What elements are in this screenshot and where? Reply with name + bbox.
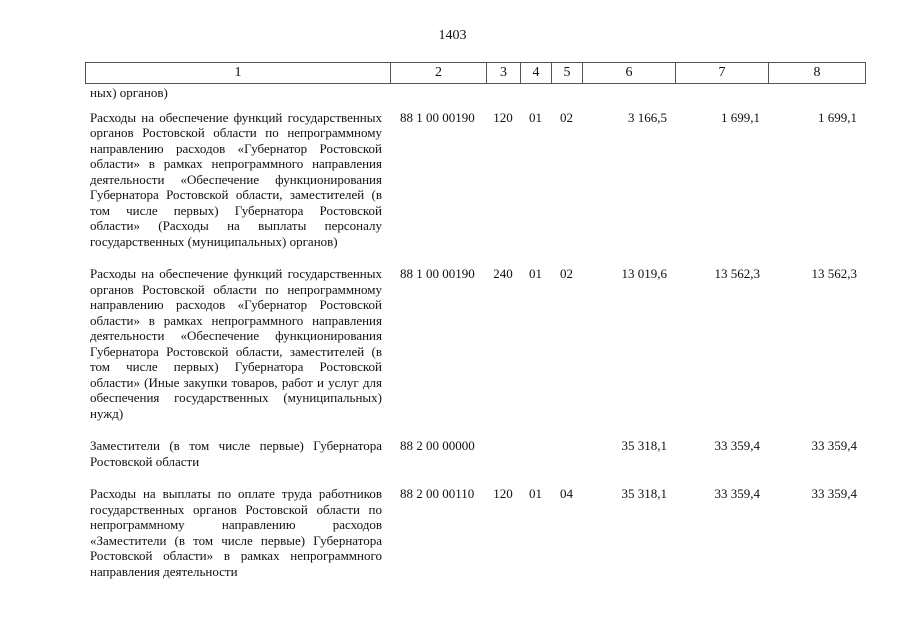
row-pr (551, 438, 582, 486)
column-header: 3 (487, 63, 521, 84)
row-vr: 120 (493, 486, 513, 501)
row-vr (486, 438, 520, 486)
column-header: 2 (391, 63, 487, 84)
row-value-6: 35 318,1 (621, 486, 667, 501)
table-row (85, 486, 865, 596)
row-value-7: 33 359,4 (714, 486, 760, 501)
row-value-7: 13 562,3 (714, 266, 760, 281)
table-row (85, 438, 865, 486)
page-number: 1403 (438, 28, 467, 43)
row-rz: 01 (529, 266, 542, 281)
budget-table (85, 85, 865, 596)
column-header-row (86, 63, 866, 84)
row-value-7: 33 359,4 (714, 438, 760, 453)
row-vr: 240 (493, 266, 513, 281)
row-value-6: 13 019,6 (621, 266, 667, 281)
row-code: 88 1 00 00190 (400, 109, 475, 125)
row-value-8: 1 699,1 (818, 109, 857, 125)
table-row (85, 110, 865, 267)
table-row-continuation (85, 85, 865, 110)
column-header: 6 (583, 63, 676, 84)
row-name: ных) органов) (90, 85, 168, 100)
row-rz: 01 (529, 486, 542, 501)
row-rz (520, 438, 551, 486)
table-row (85, 266, 865, 438)
row-value-6: 35 318,1 (621, 438, 667, 453)
row-code: 88 2 00 00000 (400, 438, 475, 453)
row-value-8: 33 359,4 (811, 438, 857, 453)
row-name: Расходы на выплаты по оплате труда работников государственных органов Ростовской области по непрограммному направлению расходов «Заместители (в том числе первые) Губернатора Ростовской области» в рамках непрограммного направления деятельности (90, 486, 382, 579)
row-code: 88 1 00 00190 (400, 266, 475, 281)
row-value-8: 13 562,3 (811, 266, 857, 281)
column-header: 7 (676, 63, 769, 84)
row-value-7: 1 699,1 (721, 109, 760, 125)
column-header-table (85, 62, 866, 84)
row-pr: 02 (560, 266, 573, 281)
column-header: 4 (521, 63, 552, 84)
row-rz: 01 (529, 109, 542, 125)
row-pr: 02 (560, 109, 573, 125)
row-code: 88 2 00 00110 (400, 486, 475, 501)
row-vr: 120 (493, 109, 513, 125)
row-value-8: 33 359,4 (811, 486, 857, 501)
row-name: Расходы на обеспечение функций государственных органов Ростовской области по непрограммному направлению расходов «Губернатор Ростовской области» в рамках непрограммного направления деятельности «Обеспечение функционирования Губернатора Ростовской области, заместителей (в том числе первых) Губернатора Ростовской области» (Расходы на выплаты персоналу государственных (муниципальных) органов) (90, 109, 382, 249)
row-name: Расходы на обеспечение функций государственных органов Ростовской области по непрограммному направлению расходов «Губернатор Ростовской области» в рамках непрограммного направления деятельности «Обеспечение функционирования Губернатора Ростовской области, заместителей (в том числе первых) Губернатора Ростовской области» (Иные закупки товаров, работ и услуг для обеспечения государственных (муниципальных) нужд) (90, 266, 382, 421)
row-value-6: 3 166,5 (628, 109, 667, 125)
row-name: Заместители (в том числе первые) Губернатора Ростовской области (90, 438, 382, 469)
row-pr: 04 (560, 486, 573, 501)
column-header: 5 (552, 63, 583, 84)
column-header: 1 (86, 63, 391, 84)
column-header: 8 (769, 63, 866, 84)
